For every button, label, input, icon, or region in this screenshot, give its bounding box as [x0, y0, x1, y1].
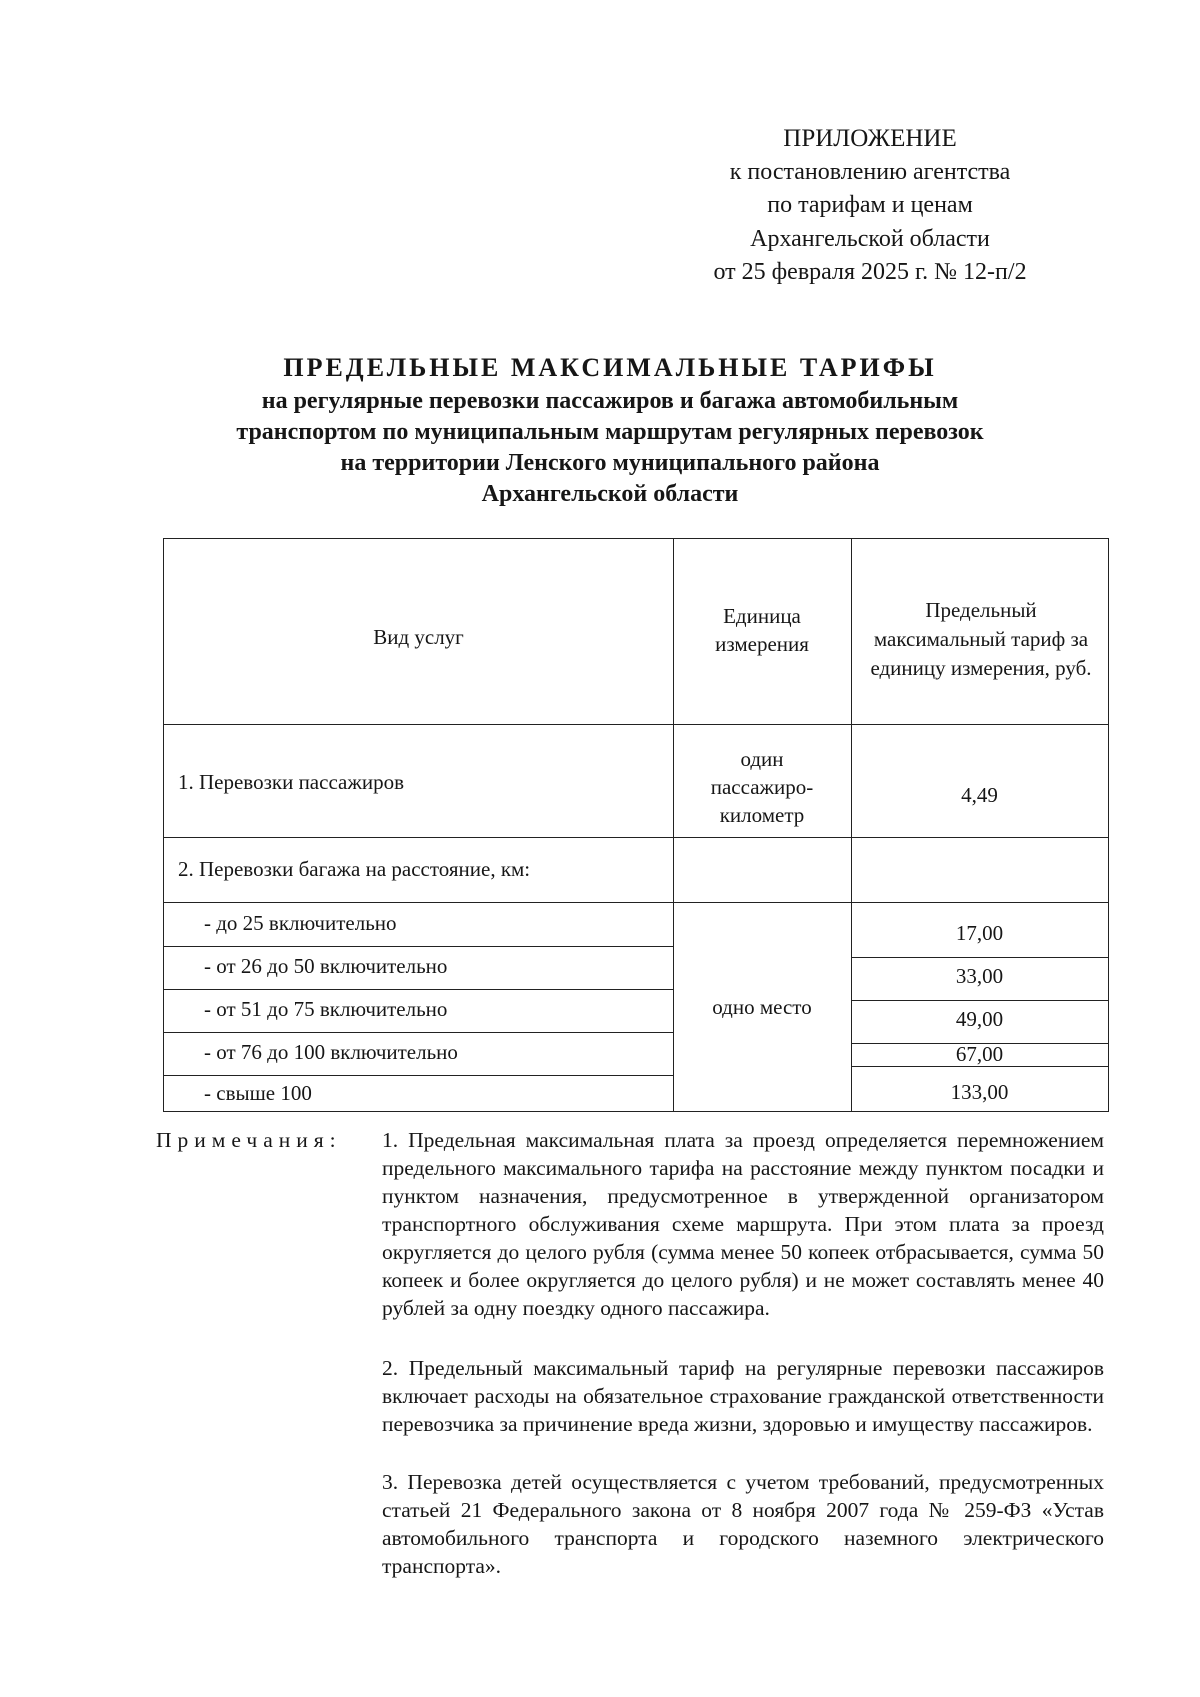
row-divider: [164, 724, 1108, 725]
document-title-line-3: на территории Ленского муниципального района: [340, 450, 880, 476]
header-unit: Единица измерения: [715, 604, 809, 656]
tariff-table: [163, 538, 1109, 1112]
appendix-title: ПРИЛОЖЕНИЕ: [783, 125, 957, 152]
baggage-unit: одно место: [712, 995, 812, 1019]
baggage-row-label: - от 51 до 75 включительно: [204, 997, 448, 1021]
document-title-line-2: транспортом по муниципальным маршрутам регулярных перевозок: [236, 419, 984, 445]
header-service: Вид услуг: [373, 625, 464, 649]
notes-block: [156, 1126, 1106, 1586]
row-passengers-unit: один пассажиро-километр: [710, 747, 814, 827]
baggage-row-value: 17,00: [955, 921, 1004, 945]
appendix-line-3: Архангельской области: [750, 225, 990, 252]
row-passengers-value: 4,49: [961, 783, 998, 807]
document-title-line-1: на регулярные перевозки пассажиров и багажа автомобильным: [261, 388, 959, 414]
column-divider: [673, 539, 674, 1111]
appendix-line-4: от 25 февраля 2025 г. № 12-п/2: [713, 259, 1027, 285]
baggage-row-value: 49,00: [955, 1007, 1004, 1031]
note-3: 3. Перевозка детей осуществляется с учетом требований, предусмотренных статьей 21 Федерального закона от 8 ноября 2007 года № 259-ФЗ «Устав автомобильного транспорта и городского наземного электрического транспорта».: [382, 1470, 1104, 1578]
baggage-row-value: 33,00: [955, 964, 1004, 988]
document-title-line-4: Архангельской области: [481, 481, 739, 507]
row-divider: [851, 1066, 1108, 1067]
note-1: 1. Предельная максимальная плата за проезд определяется перемножением предельного максимального тарифа на расстояние между пунктом посадки и пунктом назначения, предусмотренное в утвержденной организатором транспортного обслуживания схеме маршрута. При этом плата за проезд округляется до целого рубля (сумма менее 50 копеек отбрасывается, сумма 50 копеек и более округляется до целого рубля) и не может составлять менее 40 рублей за одну поездку одного пассажира.: [382, 1128, 1104, 1320]
row-baggage-label: 2. Перевозки багажа на расстояние, км:: [178, 857, 531, 881]
header-tariff: Предельный максимальный тариф за единицу измерения, руб.: [870, 598, 1092, 680]
baggage-row-label: - от 26 до 50 включительно: [204, 954, 448, 978]
appendix-block: [660, 122, 1080, 290]
note-2: 2. Предельный максимальный тариф на регулярные перевозки пассажиров включает расходы на обязательное страхование гражданской ответственности перевозчика за причинение вреда жизни, здоровью и имуществу пассажиров.: [382, 1356, 1104, 1436]
row-divider: [164, 902, 1108, 903]
baggage-row-label: - свыше 100: [204, 1081, 312, 1105]
row-divider: [164, 946, 673, 947]
baggage-row-label: - до 25 включительно: [204, 911, 397, 935]
document-title: [150, 350, 1070, 510]
appendix-line-2: по тарифам и ценам: [767, 192, 973, 218]
row-divider: [164, 1032, 673, 1033]
notes-label: Примечания:: [156, 1128, 342, 1152]
baggage-row-value: 67,00: [955, 1042, 1004, 1066]
baggage-row-label: - от 76 до 100 включительно: [204, 1040, 458, 1064]
row-divider: [164, 1075, 673, 1076]
row-divider: [164, 837, 1108, 838]
row-divider: [164, 989, 673, 990]
appendix-line-1: к постановлению агентства: [729, 158, 1011, 185]
row-passengers-label: 1. Перевозки пассажиров: [178, 770, 405, 794]
row-divider: [851, 957, 1108, 958]
baggage-row-value: 133,00: [950, 1080, 1009, 1104]
document-title-main: ПРЕДЕЛЬНЫЕ МАКСИМАЛЬНЫЕ ТАРИФЫ: [283, 353, 937, 382]
row-divider: [851, 1000, 1108, 1001]
